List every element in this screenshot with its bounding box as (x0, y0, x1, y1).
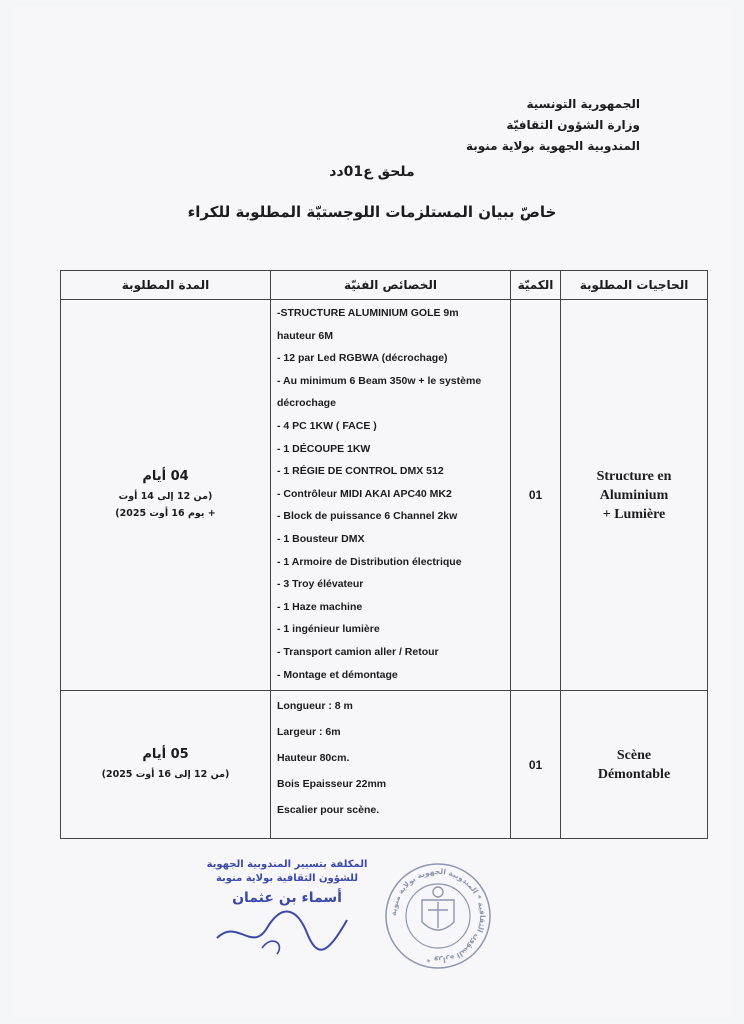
spec-line: Longueur : 8 m (277, 700, 353, 712)
tunisia-coat-of-arms-icon (422, 887, 454, 930)
spec-line: - 3 Troy élévateur (277, 578, 364, 591)
spec-line: hauteur 6M (277, 329, 334, 342)
header-line: وزارة الشؤون الثقافيّة (506, 118, 640, 132)
spec-line: décrochage (277, 397, 336, 410)
ministry-header (380, 94, 640, 157)
document-subtitle: خاصّ ببيان المستلزمات اللوجستيّة المطلوبة للكراء (187, 203, 557, 221)
spec-cell (271, 691, 511, 839)
duration-cell (61, 691, 271, 839)
stamp-ring-text: وزارة الشؤون الثقافية * المندوبية الجهوية بولاية منوبة * (388, 866, 488, 966)
header-duration: المدة المطلوبة (61, 271, 271, 300)
spec-line: Bois Epaisseur 22mm (277, 778, 387, 790)
handwritten-signature-icon (207, 898, 357, 958)
signature-title-line: للشؤون الثقافية بولاية منوبة (215, 873, 359, 884)
duration-dates: (من 12 إلى 14 أوت (118, 490, 213, 502)
qty-cell: 01 (511, 300, 561, 691)
table-header-row (61, 271, 708, 300)
spec-line: - 1 DÉCOUPE 1KW (277, 442, 371, 455)
need-cell (561, 691, 708, 839)
need-line: Démontable (597, 766, 671, 782)
header-need: الحاجيات المطلوبة (561, 271, 708, 300)
spec-line: - 1 Armoire de Distribution électrique (277, 555, 462, 568)
duration-dates: (من 12 إلى 16 أوت 2025) (101, 768, 230, 780)
spec-line: - Au minimum 6 Beam 350w + le système (277, 374, 482, 387)
spec-line: - 1 ingénieur lumière (277, 623, 380, 636)
need-line: + Lumière (602, 506, 666, 522)
spec-line: - 12 par Led RGBWA (décrochage) (277, 352, 448, 365)
header-qty: الكميّة (511, 271, 561, 300)
official-stamp-icon (384, 862, 492, 970)
qty-cell: 01 (511, 691, 561, 839)
need-line: Aluminium (599, 487, 669, 503)
spec-cell (271, 300, 511, 691)
spec-line: - Transport camion aller / Retour (277, 645, 439, 658)
header-line: الجمهورية التونسية (526, 97, 640, 111)
spec-line: Hauteur 80cm. (277, 752, 350, 764)
header-spec: الخصائص الفنيّة (271, 271, 511, 300)
need-line: Structure en (596, 468, 672, 484)
spec-line: Largeur : 6m (277, 726, 341, 738)
spec-line: - 1 Bousteur DMX (277, 532, 365, 545)
spec-line: Escalier pour scène. (277, 804, 380, 816)
duration-days: 05 أيام (142, 746, 189, 762)
table-row (61, 300, 708, 691)
spec-line: - 1 RÉGIE DE CONTROL DMX 512 (277, 465, 444, 478)
spec-line: - Montage et démontage (277, 668, 398, 681)
signature-block (187, 858, 387, 958)
annex-title: ملحق ع01دد (329, 164, 415, 180)
duration-days: 04 أيام (142, 468, 189, 484)
document-page (12, 6, 732, 1018)
need-line: Scène (616, 747, 652, 763)
spec-line: - Block de puissance 6 Channel 2kw (277, 510, 458, 523)
header-line: المندوبية الجهوية بولاية منوبة (465, 139, 640, 153)
signature-name: أسماء بن عثمان (232, 890, 342, 906)
spec-line: - 1 Haze machine (277, 600, 363, 613)
signature-title-line: المكلفة بتسيير المندوبية الجهوية (206, 859, 368, 870)
duration-dates: + يوم 16 أوت 2025) (115, 507, 216, 519)
requirements-table (60, 270, 708, 839)
need-cell (561, 300, 708, 691)
spec-line: - 4 PC 1KW ( FACE ) (277, 419, 377, 432)
spec-line: - Contrôleur MIDI AKAI APC40 MK2 (277, 487, 452, 500)
duration-cell (61, 300, 271, 691)
spec-line: -STRUCTURE ALUMINIUM GOLE 9m (277, 307, 459, 319)
table-row (61, 691, 708, 839)
